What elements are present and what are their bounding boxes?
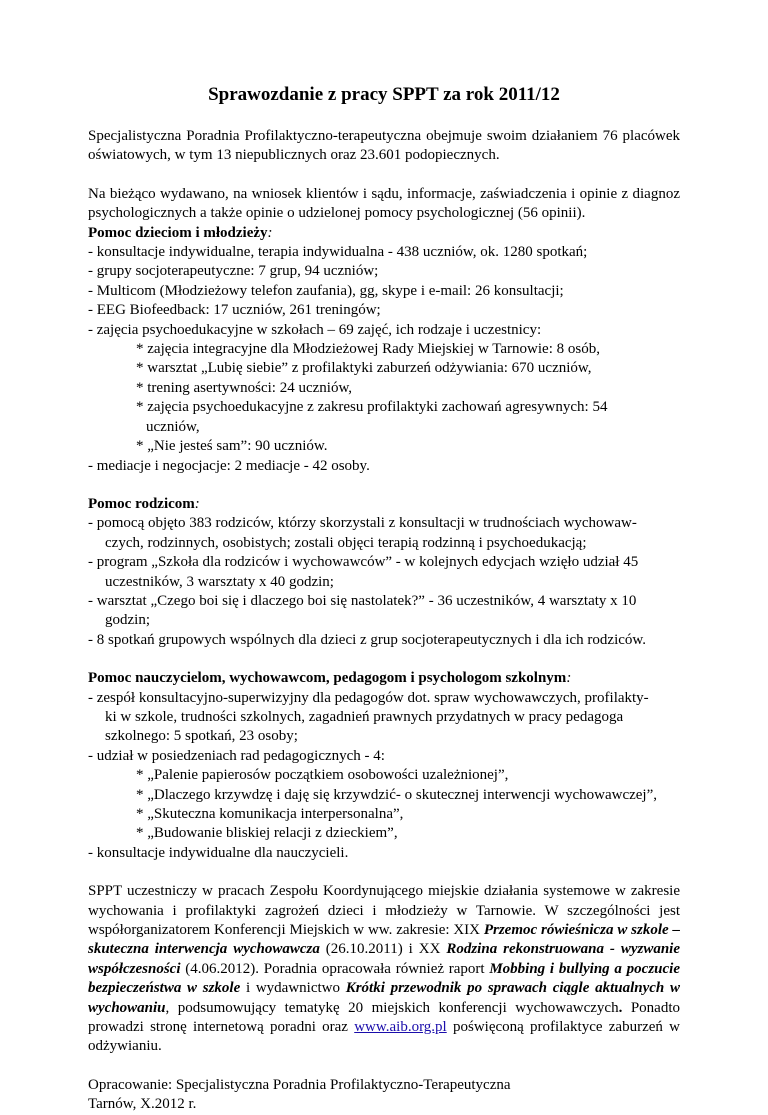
sub-list-item: * „Dlaczego krzywdzę i daję się krzywdzić- o skutecznej interwencji wychowawczej”, — [136, 786, 658, 803]
list-item: - zajęcia psychoedukacyjne w szkołach – 69 zajęć, ich rodzaje i uczestnicy: — [88, 321, 542, 338]
list-item: - zespół konsultacyjno-superwizyjny dla pedagogów dot. spraw wychowawczych, profilakty- — [88, 689, 649, 706]
list-item: - EEG Biofeedback: 17 uczniów, 261 treningów; — [88, 302, 381, 319]
closing-text: i wydawnictwo — [240, 980, 346, 997]
list-item: - program „Szkoła dla rodziców i wychowawców” - w kolejnych edycjach wzięło udział 45 — [88, 554, 639, 571]
closing-text: , podsumowujący tematykę 20 miejskich konferencji wychowawczych — [165, 999, 619, 1016]
list-item-continuation: uczestników, 3 warsztaty x 40 godzin; — [105, 573, 334, 590]
sub-list-item-continuation: uczniów, — [146, 418, 200, 435]
children-heading-colon: : — [267, 224, 273, 241]
document-footer — [88, 1076, 680, 1115]
closing-period: . — [618, 999, 623, 1016]
reports-paragraph: Na bieżąco wydawano, na wniosek klientów i sądu, informacje, zaświadczenia i opinie z diagnoz psychologicznych a także opinie o udzielonej pomocy psychologicznej (56 opinii). — [88, 185, 680, 222]
sub-list-item: * trening asertywności: 24 uczniów, — [136, 379, 353, 396]
closing-text: Ponadto prowadzi stronę internetową poradni oraz — [88, 999, 681, 1036]
list-item: - udział w posiedzeniach rad pedagogicznych - 4: — [88, 747, 385, 764]
children-heading: Pomoc dzieciom i młodzieży — [88, 224, 268, 241]
conference-title-2: Rodzina rekonstruowana - wyzwanie współczesności — [88, 941, 681, 977]
children-section — [88, 224, 680, 476]
sub-list-item: * zajęcia psychoedukacyjne z zakresu profilaktyki zachowań agresywnych: 54 — [136, 399, 608, 416]
list-item: - konsultacje indywidualne dla nauczycieli. — [88, 844, 349, 861]
list-item-continuation: ki w szkole, trudności szkolnych, zagadnień prawnych przydatnych w pracy pedagoga — [105, 708, 624, 725]
closing-paragraph — [88, 882, 680, 1057]
closing-text: (26.10.2011) i XX — [319, 941, 447, 958]
list-item-continuation: czych, rodzinnych, osobistych; zostali objęci terapią rodzinną i psychoedukacją; — [105, 534, 587, 551]
list-item: - konsultacje indywidualne, terapia indywidualna - 438 uczniów, ok. 1280 spotkań; — [88, 244, 588, 261]
teachers-section — [88, 669, 680, 863]
footer-author: Opracowanie: Specjalistyczna Poradnia Profilaktyczno-Terapeutyczna — [88, 1076, 511, 1093]
publication-title: Krótki przewodnik po sprawach ciągle aktualnych w wychowaniu — [88, 980, 680, 1016]
closing-text: (4.06.2012). Poradnia opracowała również raport — [180, 960, 490, 977]
closing-text: poświęconą profilaktyce zaburzeń w odżywianiu. — [88, 1019, 680, 1055]
sub-list-item: * „Budowanie bliskiej relacji z dzieckiem”, — [136, 825, 398, 842]
list-item: - warsztat „Czego boi się i dlaczego boi się nastolatek?” - 36 uczestników, 4 warsztaty x 10 — [88, 592, 637, 609]
conference-title-1: Przemoc rówieśnicza w szkole – skuteczna interwencja wychowawcza — [88, 922, 680, 958]
sub-list-item: * „Palenie papierosów początkiem osobowości uzależnionej”, — [136, 767, 509, 784]
sub-list-item: * warsztat „Lubię siebie” z profilaktyki zaburzeń odżywiania: 670 uczniów, — [136, 360, 592, 377]
list-item: - pomocą objęto 383 rodziców, którzy skorzystali z konsultacji w trudnościach wychowaw- — [88, 515, 637, 532]
sub-list-item: * „Nie jesteś sam”: 90 uczniów. — [136, 438, 328, 455]
document-page — [88, 84, 680, 1115]
closing-text: SPPT uczestniczy w pracach Zespołu Koordynującego miejskie działania systemowe w zakresie wychowania i profilaktyki zagrożeń dzieci i młodzieży w Tarnowie. W szczególności jest współorganizatorem Konferencji Miejskich w ww. zakresie: XIX — [88, 883, 680, 939]
teachers-heading-colon: : — [566, 670, 572, 687]
list-item-continuation: szkolnego: 5 spotkań, 23 osoby; — [105, 728, 298, 745]
parents-section — [88, 495, 680, 650]
report-title: Mobbing i bullying a poczucie bezpieczeństwa w szkole — [88, 960, 681, 997]
sub-list-item: * „Skuteczna komunikacja interpersonalna”, — [136, 806, 404, 822]
list-item: - mediacje i negocjacje: 2 mediacje - 42 osoby. — [88, 457, 370, 474]
document-title: Sprawozdanie z pracy SPPT za rok 2011/12 — [208, 84, 560, 105]
sub-list-item: * zajęcia integracyjne dla Młodzieżowej Rady Miejskiej w Tarnowie: 8 osób, — [136, 341, 600, 358]
list-item: - 8 spotkań grupowych wspólnych dla dzieci z grup socjoterapeutycznych i dla ich rodziców. — [88, 631, 647, 648]
teachers-heading: Pomoc nauczycielom, wychowawcom, pedagogom i psychologom szkolnym — [88, 670, 567, 687]
parents-heading-colon: : — [194, 495, 200, 512]
list-item: - Multicom (Młodzieżowy telefon zaufania), gg, skype i e-mail: 26 konsultacji; — [88, 282, 564, 299]
intro-paragraph: Specjalistyczna Poradnia Profilaktyczno-terapeutyczna obejmuje swoim działaniem 76 placówek oświatowych, w tym 13 niepublicznych oraz 23.601 podopiecznych. — [88, 128, 680, 164]
list-item: - grupy socjoterapeutyczne: 7 grup, 94 uczniów; — [88, 263, 379, 280]
footer-date: Tarnów, X.2012 r. — [88, 1096, 197, 1113]
parents-heading: Pomoc rodzicom — [88, 495, 195, 512]
website-link[interactable]: www.aib.org.pl — [354, 1019, 447, 1036]
list-item-continuation: godzin; — [105, 612, 150, 629]
